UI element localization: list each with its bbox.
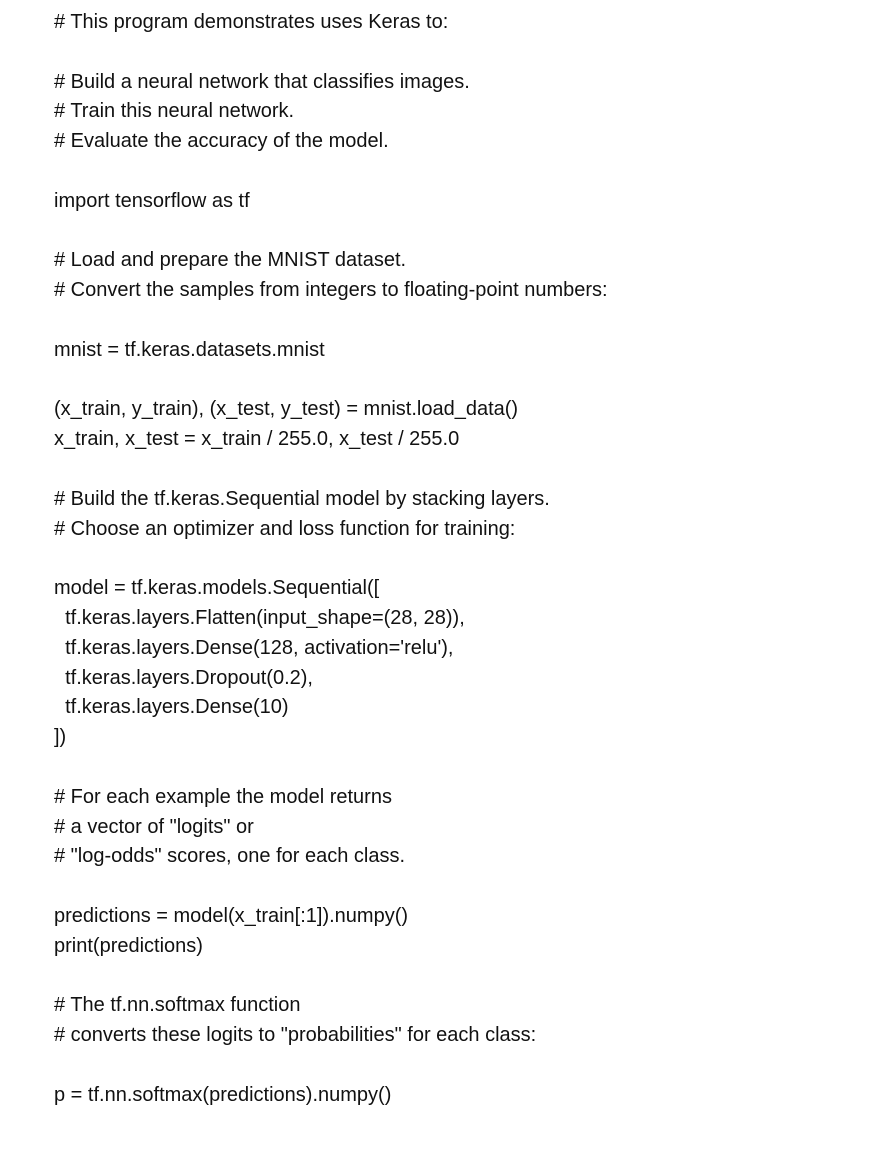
code-line: mnist = tf.keras.datasets.mnist <box>54 338 325 361</box>
code-line: import tensorflow as tf <box>54 189 250 212</box>
code-line: # Load and prepare the MNIST dataset. <box>54 249 407 272</box>
code-line: # Train this neural network. <box>54 100 295 123</box>
code-line: x_train, x_test = x_train / 255.0, x_test / 255.0 <box>54 428 460 451</box>
code-line: # This program demonstrates uses Keras to: <box>54 11 449 33</box>
code-line: # Build a neural network that classifies images. <box>54 70 470 93</box>
code-line: tf.keras.layers.Dropout(0.2), <box>54 666 313 689</box>
code-listing <box>54 8 608 1110</box>
code-line: model = tf.keras.models.Sequential([ <box>54 577 380 600</box>
code-line <box>54 217 608 247</box>
code-line <box>54 38 608 68</box>
code-line: ]) <box>54 726 67 749</box>
code-line: (x_train, y_train), (x_test, y_test) = mnist.load_data() <box>54 398 519 421</box>
code-line: tf.keras.layers.Flatten(input_shape=(28, 28)), <box>54 606 465 629</box>
code-line: tf.keras.layers.Dense(128, activation='relu'), <box>54 636 454 659</box>
code-line <box>54 872 608 902</box>
code-line: # For each example the model returns <box>54 785 392 808</box>
code-line: # "log-odds" scores, one for each class. <box>54 845 406 868</box>
code-line <box>54 544 608 574</box>
code-line <box>54 157 608 187</box>
code-line <box>54 962 608 992</box>
code-line: tf.keras.layers.Dense(10) <box>54 696 289 719</box>
code-line: p = tf.nn.softmax(predictions).numpy() <box>54 1083 392 1106</box>
code-line: # converts these logits to "probabilities" for each class: <box>54 1024 537 1047</box>
code-line: # The tf.nn.softmax function <box>54 994 301 1017</box>
code-line: # a vector of "logits" or <box>54 815 254 838</box>
code-line: # Convert the samples from integers to floating-point numbers: <box>54 279 608 302</box>
code-line <box>54 306 608 336</box>
code-line: # Choose an optimizer and loss function for training: <box>54 517 516 540</box>
code-line: # Build the tf.keras.Sequential model by stacking layers. <box>54 487 550 510</box>
code-line <box>54 455 608 485</box>
code-line: predictions = model(x_train[:1]).numpy() <box>54 904 409 927</box>
code-line <box>54 753 608 783</box>
code-line <box>54 1051 608 1081</box>
code-line: print(predictions) <box>54 934 203 957</box>
code-line: # Evaluate the accuracy of the model. <box>54 130 389 153</box>
code-line <box>54 366 608 396</box>
